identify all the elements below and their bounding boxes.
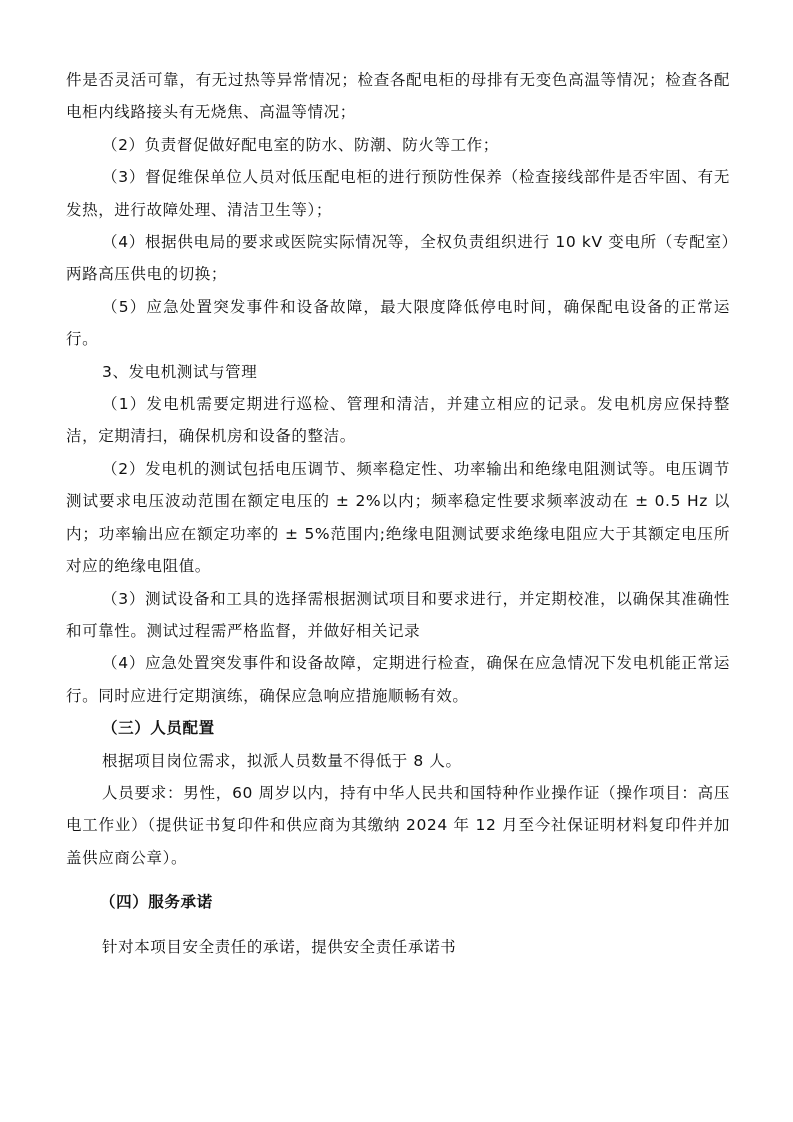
paragraph-staff-count: 根据项目岗位需求，拟派人员数量不得低于 8 人。 [102,751,462,770]
paragraph-generator-2: （2）发电机的测试包括电压调节、频率稳定性、功率输出和绝缘电阻测试等。电压调节测试要求电压波动范围在额定电压的 ± 2%以内；频率稳定性要求频率波动在 ± 0.5 Hz 以内；功率输出应在额定功率的 ± 5%范围内;绝缘电阻测试要求绝缘电阻应大于其额定电压所对应的绝缘电阻值。 [66,459,730,576]
paragraph-inspection-continued: 件是否灵活可靠，有无过热等异常情况；检查各配电柜的母排有无变色高温等情况；检查各配电柜内线路接头有无烧焦、高温等情况； [66,71,730,122]
section-heading-staffing: （三）人员配置 [102,719,215,738]
section-heading-commitment: （四）服务承诺 [100,893,213,912]
paragraph-item-2: （2）负责督促做好配电室的防水、防潮、防火等工作； [102,135,499,154]
paragraph-staff-requirements: 人员要求：男性，60 周岁以内，持有中华人民共和国特种作业操作证（操作项目：高压电工作业）（提供证书复印件和供应商为其缴纳 2024 年 12 月至今社保证明材料复印件并加盖供应商公章）。 [66,783,730,867]
paragraph-generator-3: （3）测试设备和工具的选择需根据测试项目和要求进行，并定期校准，以确保其准确性和可靠性。测试过程需严格监督，并做好相关记录 [66,589,730,640]
paragraph-generator-4: （4）应急处置突发事件和设备故障，定期进行检查，确保在应急情况下发电机能正常运行。同时应进行定期演练，确保应急响应措施顺畅有效。 [66,654,730,705]
paragraph-generator-1: （1）发电机需要定期进行巡检、管理和清洁，并建立相应的记录。发电机房应保持整洁，定期清扫，确保机房和设备的整洁。 [66,395,730,446]
document-page [66,64,730,963]
paragraph-item-4: （4）根据供电局的要求或医院实际情况等，全权负责组织进行 10 kV 变电所（专配室）两路高压供电的切换； [66,233,730,284]
paragraph-item-3: （3）督促维保单位人员对低压配电柜的进行预防性保养（检查接线部件是否牢固、有无发热，进行故障处理、清洁卫生等）； [66,168,730,219]
paragraph-commitment: 针对本项目安全责任的承诺，提供安全责任承诺书 [102,937,457,956]
section-heading-generator: 3、发电机测试与管理 [102,362,258,381]
paragraph-item-5: （5）应急处置突发事件和设备故障，最大限度降低停电时间，确保配电设备的正常运行。 [66,297,730,349]
